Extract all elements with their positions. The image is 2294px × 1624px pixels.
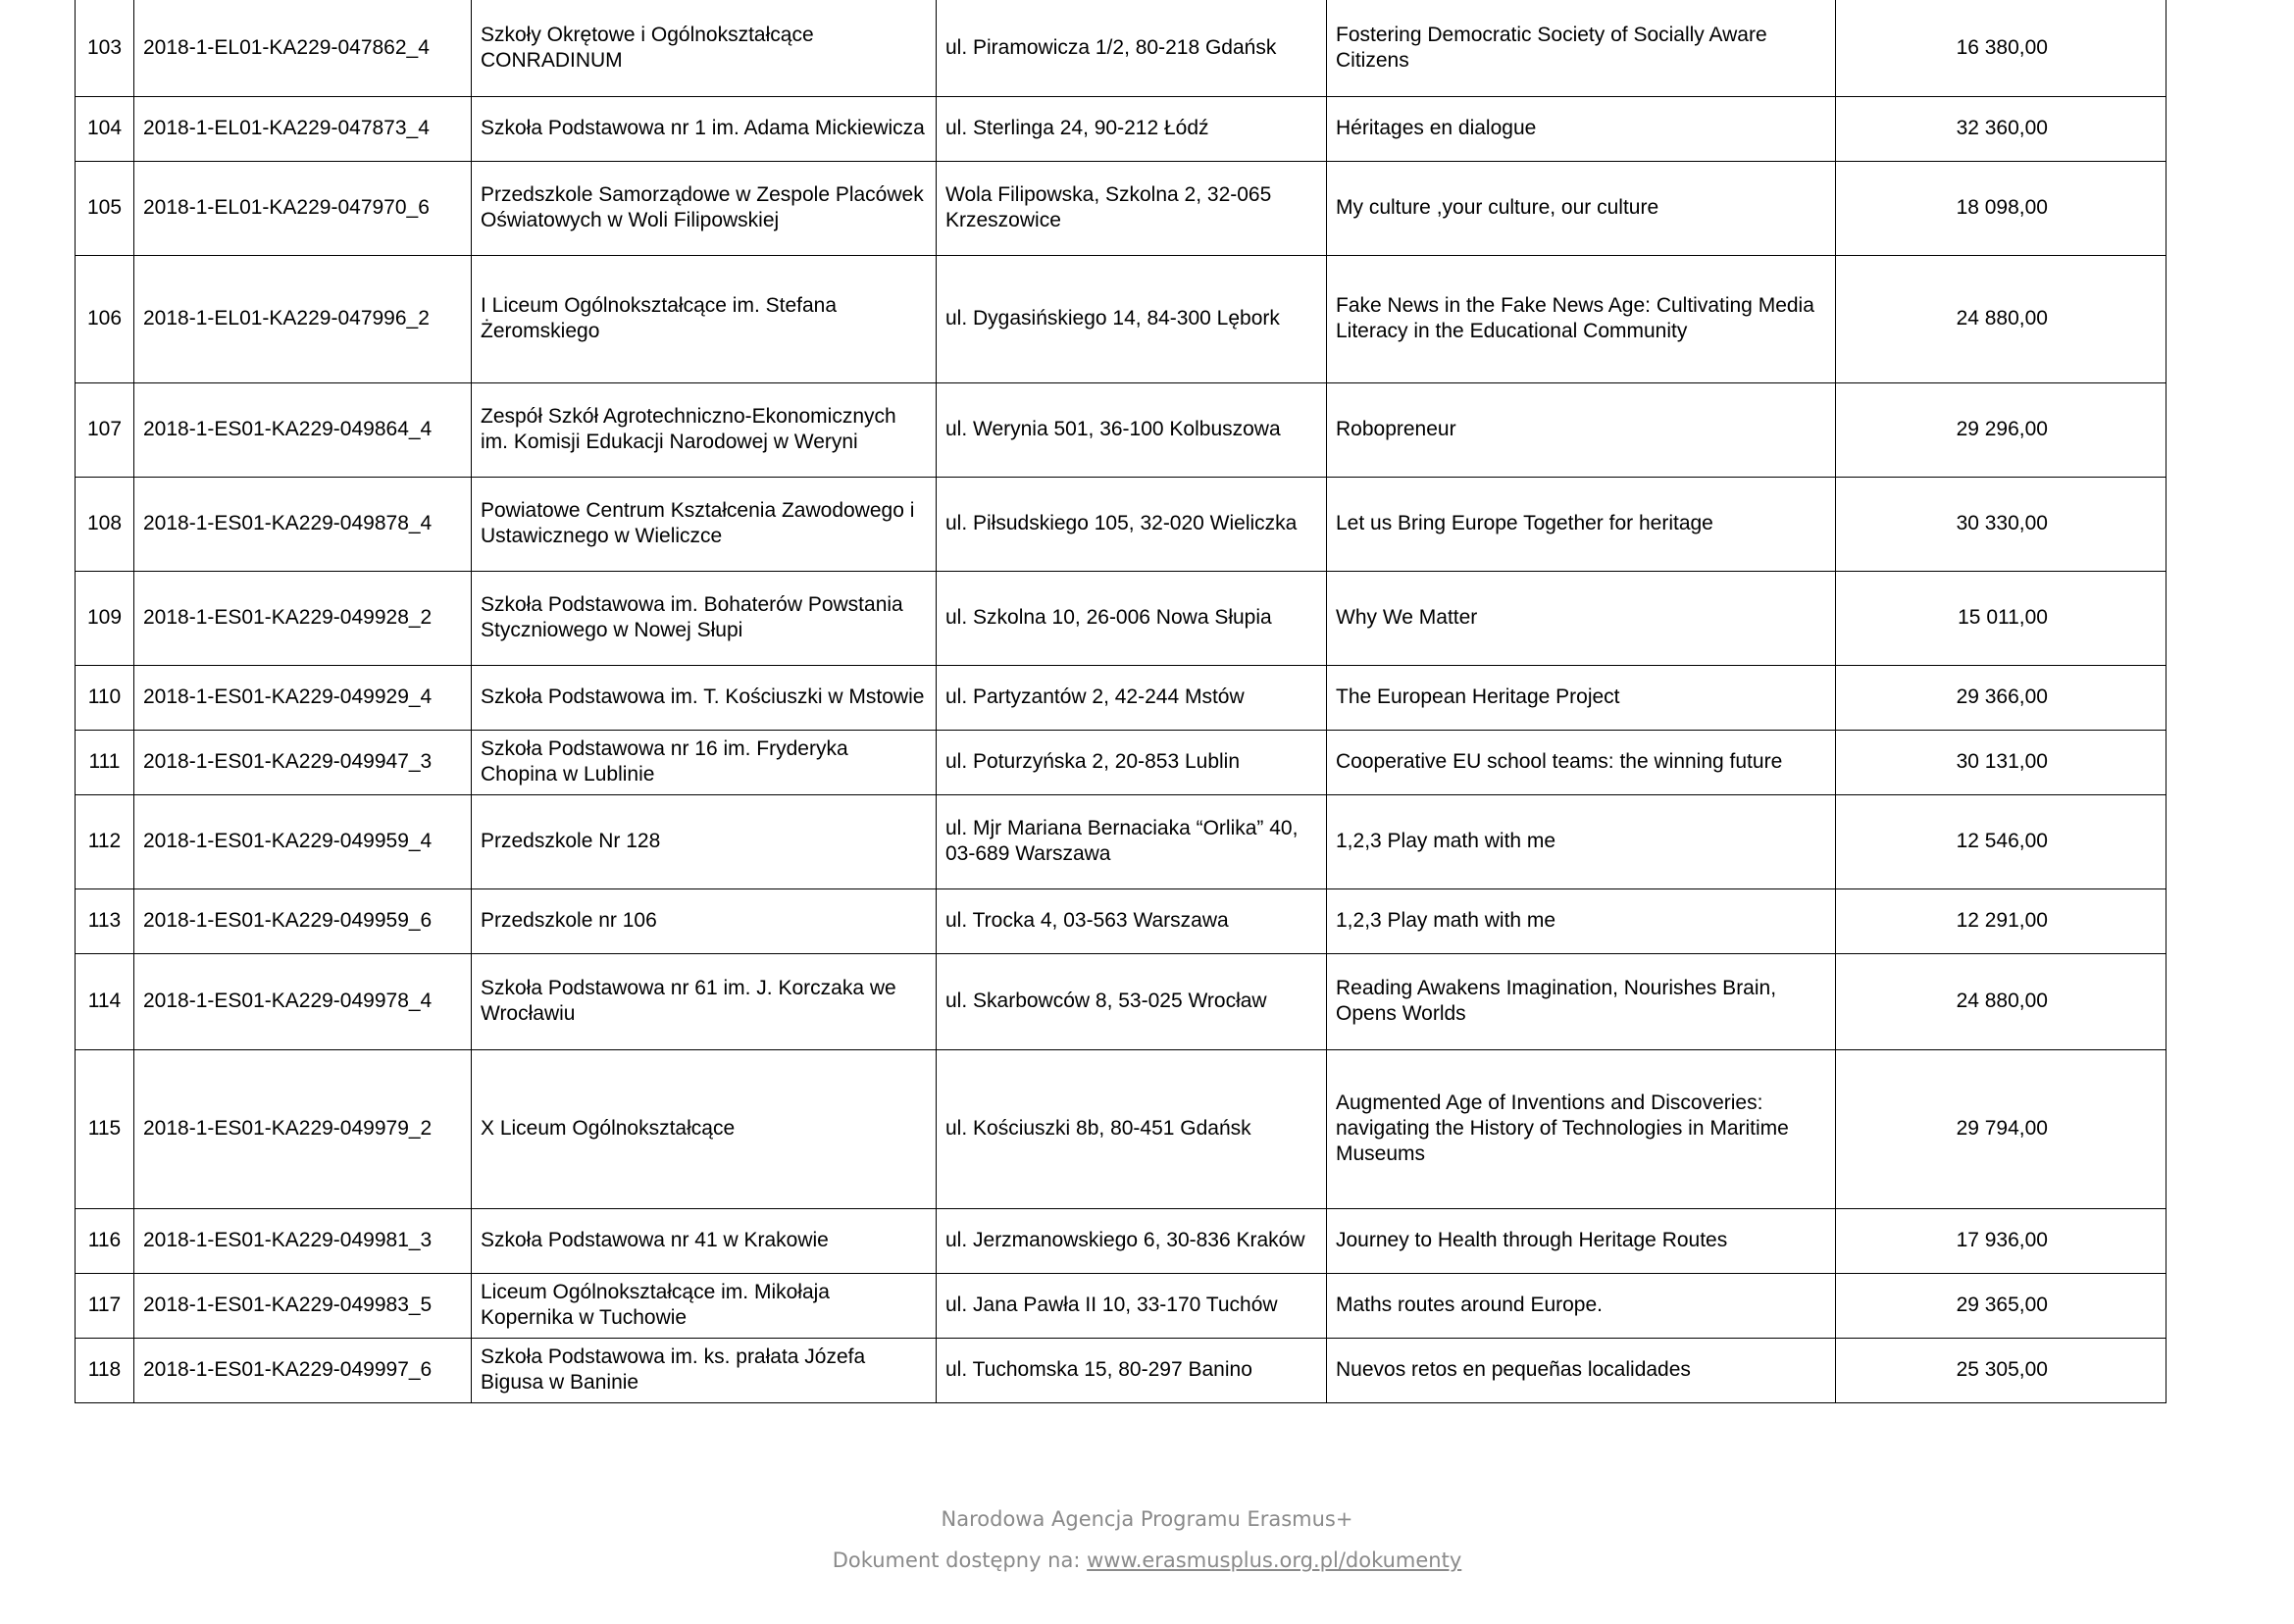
row-number: 105	[76, 161, 134, 255]
row-number: 115	[76, 1049, 134, 1208]
grant-amount: 24 880,00	[1836, 953, 2167, 1049]
row-number: 106	[76, 255, 134, 382]
project-id: 2018-1-EL01-KA229-047862_4	[134, 0, 472, 96]
school-name: Liceum Ogólnokształcące im. Mikołaja Kopernika w Tuchowie	[472, 1273, 937, 1338]
project-title: 1,2,3 Play math with me	[1327, 888, 1836, 953]
project-id: 2018-1-EL01-KA229-047873_4	[134, 96, 472, 161]
table-row	[76, 794, 2167, 888]
project-title: Robopreneur	[1327, 382, 1836, 477]
project-title: Cooperative EU school teams: the winning future	[1327, 730, 1836, 794]
project-title: My culture ,your culture, our culture	[1327, 161, 1836, 255]
school-name: Szkoła Podstawowa im. T. Kościuszki w Mstowie	[472, 665, 937, 730]
school-name: Przedszkole nr 106	[472, 888, 937, 953]
grant-amount: 12 546,00	[1836, 794, 2167, 888]
project-title: Let us Bring Europe Together for heritage	[1327, 477, 1836, 571]
project-id: 2018-1-ES01-KA229-049983_5	[134, 1273, 472, 1338]
school-address: ul. Tuchomska 15, 80-297 Banino	[937, 1338, 1327, 1402]
grant-amount: 32 360,00	[1836, 96, 2167, 161]
grant-amount: 29 794,00	[1836, 1049, 2167, 1208]
project-id: 2018-1-ES01-KA229-049979_2	[134, 1049, 472, 1208]
table-row	[76, 888, 2167, 953]
grant-amount: 25 305,00	[1836, 1338, 2167, 1402]
project-title: Reading Awakens Imagination, Nourishes Brain, Opens Worlds	[1327, 953, 1836, 1049]
table-row	[76, 382, 2167, 477]
table-row	[76, 571, 2167, 665]
project-title: Maths routes around Europe.	[1327, 1273, 1836, 1338]
school-name: Szkoła Podstawowa nr 16 im. Fryderyka Chopina w Lublinie	[472, 730, 937, 794]
table-row	[76, 477, 2167, 571]
project-id: 2018-1-ES01-KA229-049981_3	[134, 1208, 472, 1273]
table-row	[76, 1208, 2167, 1273]
school-address: ul. Skarbowców 8, 53-025 Wrocław	[937, 953, 1327, 1049]
grant-amount: 30 330,00	[1836, 477, 2167, 571]
project-id: 2018-1-ES01-KA229-049929_4	[134, 665, 472, 730]
school-address: ul. Sterlinga 24, 90-212 Łódź	[937, 96, 1327, 161]
school-address: ul. Partyzantów 2, 42-244 Mstów	[937, 665, 1327, 730]
school-address: ul. Jana Pawła II 10, 33-170 Tuchów	[937, 1273, 1327, 1338]
project-title: Nuevos retos en pequeñas localidades	[1327, 1338, 1836, 1402]
row-number: 109	[76, 571, 134, 665]
grant-amount: 30 131,00	[1836, 730, 2167, 794]
school-address: ul. Dygasińskiego 14, 84-300 Lębork	[937, 255, 1327, 382]
grants-table	[75, 0, 2167, 1403]
grant-amount: 18 098,00	[1836, 161, 2167, 255]
row-number: 107	[76, 382, 134, 477]
school-name: Szkoła Podstawowa im. Bohaterów Powstania Styczniowego w Nowej Słupi	[472, 571, 937, 665]
project-title: Why We Matter	[1327, 571, 1836, 665]
school-address: Wola Filipowska, Szkolna 2, 32-065 Krzeszowice	[937, 161, 1327, 255]
row-number: 117	[76, 1273, 134, 1338]
row-number: 110	[76, 665, 134, 730]
school-name: Zespół Szkół Agrotechniczno-Ekonomicznych im. Komisji Edukacji Narodowej w Weryni	[472, 382, 937, 477]
project-title: Fostering Democratic Society of Socially Aware Citizens	[1327, 0, 1836, 96]
footer-availability	[0, 1548, 2294, 1572]
school-address: ul. Kościuszki 8b, 80-451 Gdańsk	[937, 1049, 1327, 1208]
school-name: Szkoły Okrętowe i Ogólnokształcące CONRADINUM	[472, 0, 937, 96]
project-id: 2018-1-EL01-KA229-047970_6	[134, 161, 472, 255]
grant-amount: 16 380,00	[1836, 0, 2167, 96]
row-number: 118	[76, 1338, 134, 1402]
table-row	[76, 1338, 2167, 1402]
row-number: 111	[76, 730, 134, 794]
footer-available-prefix: Dokument dostępny na:	[832, 1548, 1088, 1572]
school-name: I Liceum Ogólnokształcące im. Stefana Żeromskiego	[472, 255, 937, 382]
school-address: ul. Poturzyńska 2, 20-853 Lublin	[937, 730, 1327, 794]
project-title: Héritages en dialogue	[1327, 96, 1836, 161]
project-id: 2018-1-EL01-KA229-047996_2	[134, 255, 472, 382]
table-row	[76, 730, 2167, 794]
row-number: 112	[76, 794, 134, 888]
grant-amount: 29 365,00	[1836, 1273, 2167, 1338]
project-id: 2018-1-ES01-KA229-049878_4	[134, 477, 472, 571]
project-id: 2018-1-ES01-KA229-049959_4	[134, 794, 472, 888]
school-address: ul. Trocka 4, 03-563 Warszawa	[937, 888, 1327, 953]
row-number: 113	[76, 888, 134, 953]
grant-amount: 24 880,00	[1836, 255, 2167, 382]
table-row	[76, 255, 2167, 382]
project-title: 1,2,3 Play math with me	[1327, 794, 1836, 888]
table-row	[76, 665, 2167, 730]
project-id: 2018-1-ES01-KA229-049959_6	[134, 888, 472, 953]
project-title: Fake News in the Fake News Age: Cultivating Media Literacy in the Educational Community	[1327, 255, 1836, 382]
row-number: 103	[76, 0, 134, 96]
project-id: 2018-1-ES01-KA229-049978_4	[134, 953, 472, 1049]
row-number: 108	[76, 477, 134, 571]
school-name: Przedszkole Nr 128	[472, 794, 937, 888]
table-row	[76, 1273, 2167, 1338]
table-row	[76, 0, 2167, 96]
grant-amount: 17 936,00	[1836, 1208, 2167, 1273]
school-name: Szkoła Podstawowa nr 1 im. Adama Mickiewicza	[472, 96, 937, 161]
table-row	[76, 161, 2167, 255]
table-row	[76, 1049, 2167, 1208]
grant-amount: 29 296,00	[1836, 382, 2167, 477]
school-name: Szkoła Podstawowa nr 61 im. J. Korczaka we Wrocławiu	[472, 953, 937, 1049]
school-address: ul. Mjr Mariana Bernaciaka “Orlika” 40, 03-689 Warszawa	[937, 794, 1327, 888]
school-name: Przedszkole Samorządowe w Zespole Placówek Oświatowych w Woli Filipowskiej	[472, 161, 937, 255]
school-address: ul. Werynia 501, 36-100 Kolbuszowa	[937, 382, 1327, 477]
school-address: ul. Piramowicza 1/2, 80-218 Gdańsk	[937, 0, 1327, 96]
grant-amount: 29 366,00	[1836, 665, 2167, 730]
school-name: Powiatowe Centrum Kształcenia Zawodowego i Ustawicznego w Wieliczce	[472, 477, 937, 571]
table-row	[76, 953, 2167, 1049]
school-name: X Liceum Ogólnokształcące	[472, 1049, 937, 1208]
table-body	[76, 0, 2167, 1402]
row-number: 116	[76, 1208, 134, 1273]
project-title: Journey to Health through Heritage Routes	[1327, 1208, 1836, 1273]
project-title: Augmented Age of Inventions and Discoveries: navigating the History of Technologies in Maritime Museums	[1327, 1049, 1836, 1208]
school-name: Szkoła Podstawowa im. ks. prałata Józefa Bigusa w Baninie	[472, 1338, 937, 1402]
row-number: 114	[76, 953, 134, 1049]
school-address: ul. Szkolna 10, 26-006 Nowa Słupia	[937, 571, 1327, 665]
project-id: 2018-1-ES01-KA229-049928_2	[134, 571, 472, 665]
row-number: 104	[76, 96, 134, 161]
grant-amount: 12 291,00	[1836, 888, 2167, 953]
project-id: 2018-1-ES01-KA229-049997_6	[134, 1338, 472, 1402]
project-title: The European Heritage Project	[1327, 665, 1836, 730]
documents-link[interactable]: www.erasmusplus.org.pl/dokumenty	[1087, 1548, 1462, 1572]
grant-amount: 15 011,00	[1836, 571, 2167, 665]
footer-agency: Narodowa Agencja Programu Erasmus+	[941, 1507, 1353, 1531]
project-id: 2018-1-ES01-KA229-049947_3	[134, 730, 472, 794]
table-row	[76, 96, 2167, 161]
school-address: ul. Piłsudskiego 105, 32-020 Wieliczka	[937, 477, 1327, 571]
school-name: Szkoła Podstawowa nr 41 w Krakowie	[472, 1208, 937, 1273]
project-id: 2018-1-ES01-KA229-049864_4	[134, 382, 472, 477]
school-address: ul. Jerzmanowskiego 6, 30-836 Kraków	[937, 1208, 1327, 1273]
